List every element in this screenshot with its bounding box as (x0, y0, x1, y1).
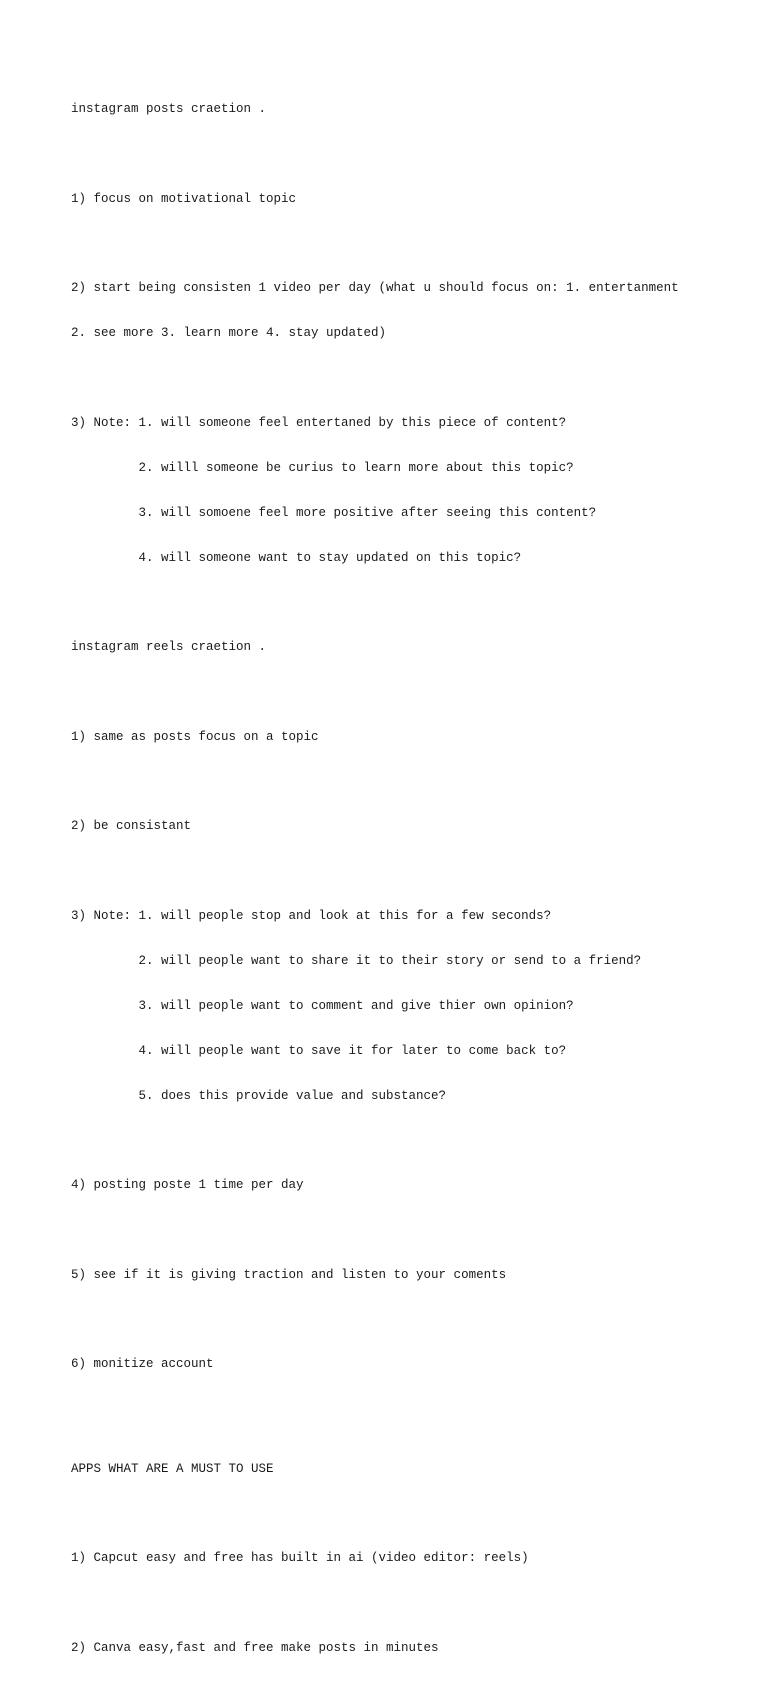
apps-item-1: 1) Capcut easy and free has built in ai (video editor: reels) (71, 1551, 529, 1565)
spacer (71, 864, 751, 879)
posts-note-line-1: 3) Note: 1. will someone feel entertaned by this piece of content? (71, 415, 567, 430)
spacer (71, 1134, 751, 1149)
reels-note-line-1: 3) Note: 1. will people stop and look at this for a few seconds? (71, 908, 552, 923)
posts-note-line-3: 3. will somoene feel more positive after seeing this content? (71, 505, 597, 520)
reels-item-4: 4) posting poste 1 time per day (71, 1178, 304, 1192)
posts-heading: instagram posts craetion . (71, 102, 267, 116)
document-body (71, 72, 751, 1686)
reels-heading: instagram reels craetion . (71, 640, 267, 654)
spacer (71, 147, 751, 162)
spacer (71, 1596, 751, 1611)
spacer (71, 1223, 751, 1238)
posts-note-line-2: 2. willl someone be curius to learn more about this topic? (71, 460, 574, 475)
spacer (71, 237, 751, 252)
reels-item-1: 1) same as posts focus on a topic (71, 729, 319, 744)
spacer (71, 1402, 751, 1432)
reels-note-line-2: 2. will people want to share it to their story or send to a friend? (71, 953, 642, 968)
spacer (71, 1507, 751, 1522)
apps-item-2: 2) Canva easy,fast and free make posts in minutes (71, 1640, 439, 1655)
apps-heading: APPS WHAT ARE A MUST TO USE (71, 1461, 274, 1476)
reels-item-6: 6) monitize account (71, 1357, 214, 1371)
posts-note-line-4: 4. will someone want to stay updated on this topic? (71, 550, 522, 565)
posts-item-1: 1) focus on motivational topic (71, 191, 297, 206)
posts-item-2-line-1: 2) start being consisten 1 video per day (what u should focus on: 1. entertanment (71, 281, 679, 295)
posts-item-2-line-2: 2. see more 3. learn more 4. stay updated) (71, 326, 387, 340)
spacer (71, 371, 751, 386)
reels-note-line-5: 5. does this provide value and substance? (71, 1088, 447, 1103)
reels-note-line-3: 3. will people want to comment and give thier own opinion? (71, 998, 574, 1013)
spacer (71, 685, 751, 700)
spacer (71, 775, 751, 790)
reels-item-5: 5) see if it is giving traction and listen to your coments (71, 1267, 507, 1282)
spacer (71, 1313, 751, 1328)
reels-item-2: 2) be consistant (71, 819, 192, 833)
reels-note-line-4: 4. will people want to save it for later to come back to? (71, 1043, 567, 1058)
spacer (71, 596, 751, 611)
